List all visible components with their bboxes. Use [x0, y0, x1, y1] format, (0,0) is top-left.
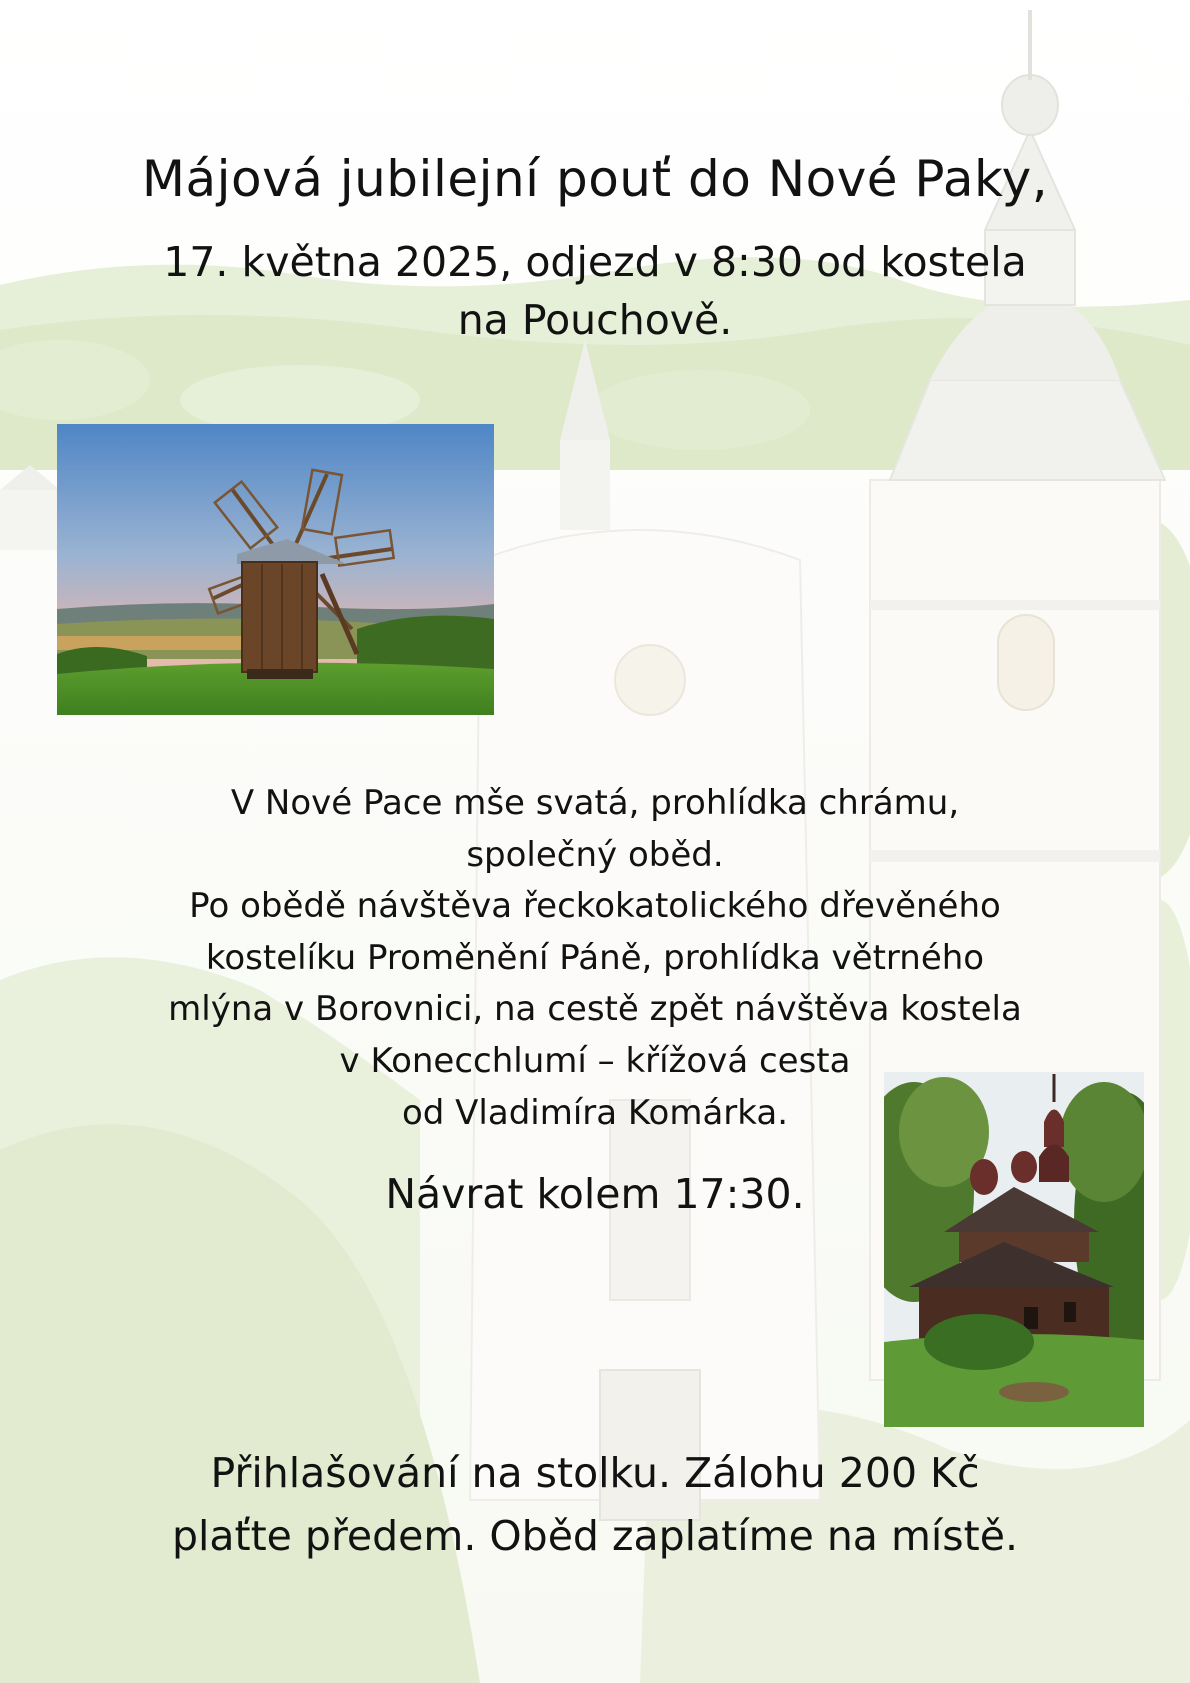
registration-info — [0, 1442, 1190, 1568]
program-line: v Konecchlumí – křížová cesta — [339, 1040, 851, 1081]
windmill-photo — [57, 424, 494, 715]
wooden-church-photo — [884, 1072, 1144, 1427]
event-title: Májová jubilejní pouť do Nové Paky, — [141, 150, 1049, 208]
departure-info-line-1: 17. května 2025, odjezd v 8:30 od kostela — [163, 238, 1027, 286]
program-line: společný oběd. — [466, 834, 724, 875]
program-line: Po obědě návštěva řeckokatolického dřevěného — [189, 886, 1001, 927]
departure-info-line-2: na Pouchově. — [457, 296, 733, 344]
registration-line-2: plaťte předem. Oběd zaplatíme na místě. — [171, 1512, 1018, 1560]
registration-line-1: Přihlašování na stolku. Zálohu 200 Kč — [210, 1449, 980, 1497]
return-time: Návrat kolem 17:30. — [385, 1170, 805, 1218]
program-line: mlýna v Borovnici, na cestě zpět návštěva kostela — [168, 989, 1022, 1030]
program-line: V Nové Pace mše svatá, prohlídka chrámu, — [230, 783, 960, 823]
program-line: kostelíku Proměnění Páně, prohlídka větrného — [205, 937, 985, 978]
program-line: od Vladimíra Komárka. — [401, 1092, 789, 1133]
